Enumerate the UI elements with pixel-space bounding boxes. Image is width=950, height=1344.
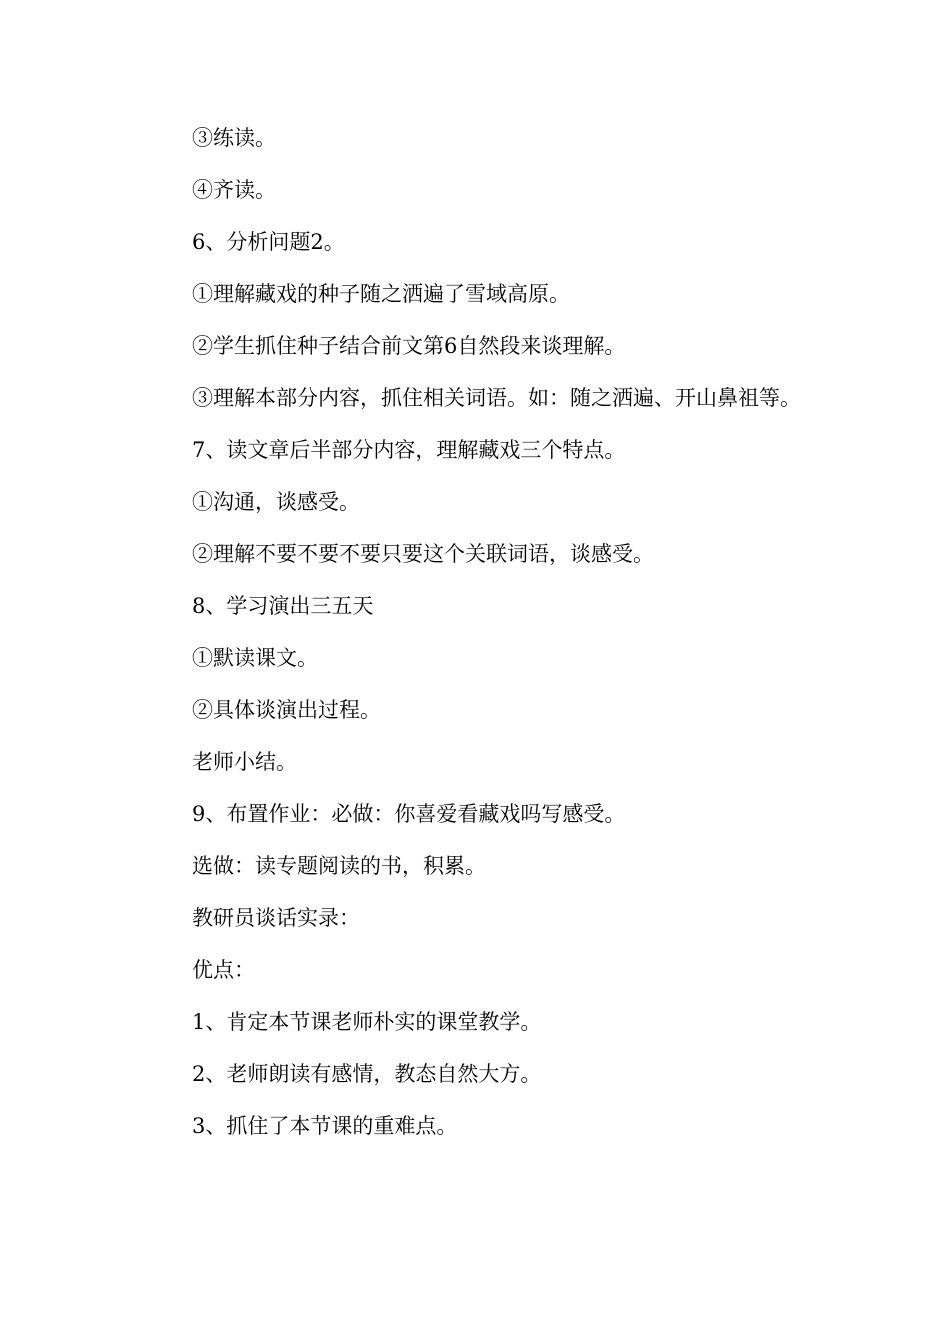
paragraph: ③练读。 <box>192 126 276 150</box>
paragraph: 教研员谈话实录： <box>192 906 360 930</box>
paragraph: 优点： <box>192 958 255 982</box>
document-body <box>150 112 802 1152</box>
paragraph: ③理解本部分内容，抓住相关词语。如：随之洒遍、开山鼻祖等。 <box>192 386 801 410</box>
paragraph: 8、学习演出三五天 <box>192 594 374 618</box>
paragraph: ①理解藏戏的种子随之洒遍了雪域高原。 <box>192 282 570 306</box>
paragraph: ②学生抓住种子结合前文第6自然段来谈理解。 <box>192 334 626 358</box>
paragraph: ①默读课文。 <box>192 646 318 670</box>
paragraph: 2、老师朗读有感情，教态自然大方。 <box>192 1062 542 1086</box>
paragraph: 1、肯定本节课老师朴实的课堂教学。 <box>192 1010 542 1034</box>
paragraph: 7、读文章后半部分内容，理解藏戏三个特点。 <box>192 438 626 462</box>
paragraph: ①沟通，谈感受。 <box>192 490 360 514</box>
paragraph: 6、分析问题2。 <box>192 230 345 254</box>
paragraph: 选做：读专题阅读的书，积累。 <box>192 854 486 878</box>
paragraph: ④齐读。 <box>192 178 276 202</box>
paragraph: 老师小结。 <box>192 750 297 774</box>
paragraph: ②理解不要不要不要只要这个关联词语，谈感受。 <box>192 542 654 566</box>
paragraph: 3、抓住了本节课的重难点。 <box>192 1114 458 1138</box>
paragraph: 9、布置作业：必做：你喜爱看藏戏吗写感受。 <box>192 802 626 826</box>
paragraph: ②具体谈演出过程。 <box>192 698 381 722</box>
